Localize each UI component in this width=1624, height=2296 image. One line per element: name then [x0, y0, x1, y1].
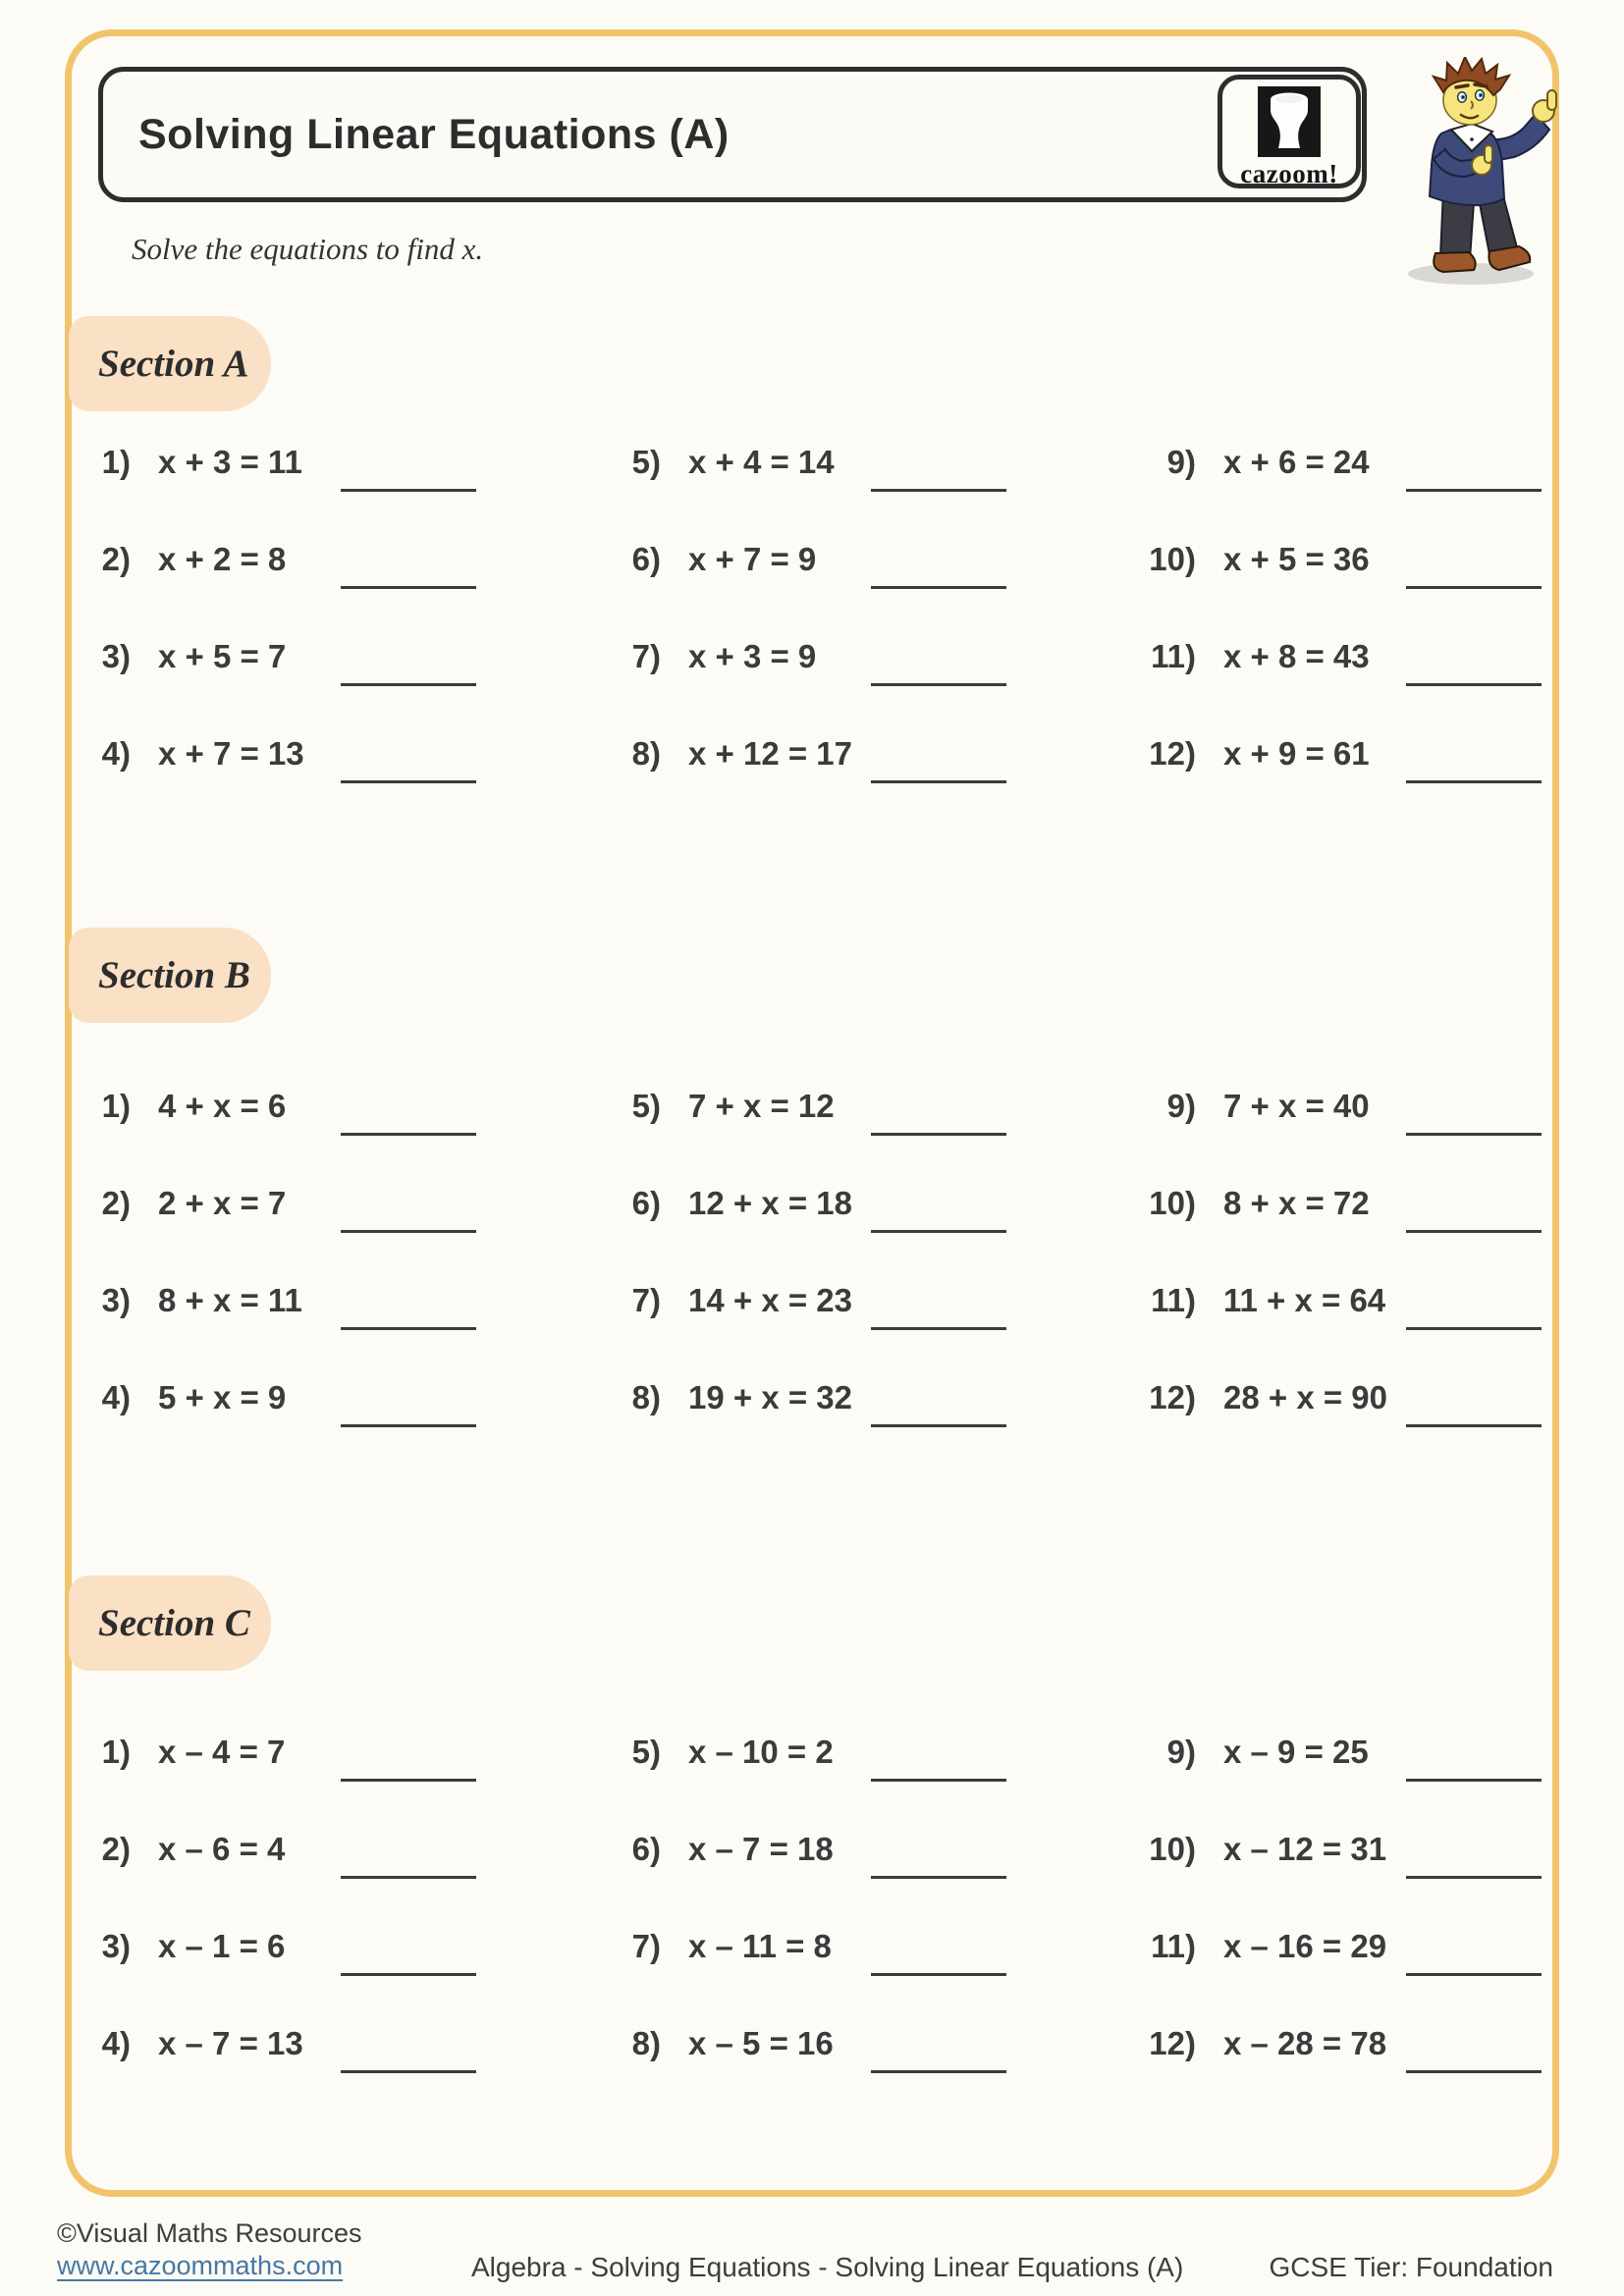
- answer-blank: [1406, 683, 1542, 686]
- answer-blank: [341, 1133, 476, 1136]
- answer-blank: [871, 489, 1006, 492]
- answer-blank: [341, 1424, 476, 1427]
- equation-row: [614, 638, 1075, 735]
- equation-text: 14 + x = 23: [688, 1282, 852, 1318]
- answer-blank: [341, 1327, 476, 1330]
- equation-text: x + 8 = 43: [1223, 638, 1370, 674]
- question-number: 11): [1151, 1282, 1196, 1318]
- equation-text: x – 10 = 2: [688, 1734, 834, 1770]
- question-number: 4): [101, 735, 131, 772]
- cazoom-logo-text: cazoom!: [1240, 159, 1338, 188]
- equation-text: x – 7 = 13: [158, 2025, 303, 2061]
- mascot-boy-illustration: [1379, 57, 1581, 293]
- question-number: 9): [1166, 1734, 1196, 1770]
- question-number: 8): [631, 1379, 661, 1415]
- equation-row: [83, 541, 545, 638]
- equation-row: [83, 2025, 545, 2122]
- question-number: 1): [101, 1088, 131, 1124]
- footer-website-link[interactable]: www.cazoommaths.com: [57, 2251, 344, 2280]
- cazoom-logo: [1218, 75, 1361, 188]
- answer-blank: [341, 2070, 476, 2073]
- equation-row: [83, 444, 545, 541]
- equation-text: 11 + x = 64: [1223, 1282, 1386, 1318]
- equation-text: 19 + x = 32: [688, 1379, 852, 1415]
- equation-row: [614, 1734, 1075, 1831]
- footer-breadcrumb: Algebra - Solving Equations - Solving Linear Equations (A): [471, 2252, 1184, 2282]
- answer-blank: [1406, 780, 1542, 783]
- question-number: 11): [1151, 638, 1196, 674]
- equation-row: [1149, 541, 1610, 638]
- equation-row: [1149, 735, 1610, 832]
- answer-blank: [871, 1133, 1006, 1136]
- equation-row: [83, 1282, 545, 1379]
- equation-row: [1149, 1831, 1610, 1928]
- answer-blank: [341, 780, 476, 783]
- equation-row: [1149, 444, 1610, 541]
- equation-text: x + 3 = 11: [158, 444, 302, 480]
- equation-row: [1149, 1185, 1610, 1282]
- equation-text: 5 + x = 9: [158, 1379, 287, 1415]
- answer-blank: [871, 2070, 1006, 2073]
- equation-row: [614, 541, 1075, 638]
- equation-row: [614, 1282, 1075, 1379]
- equation-text: x – 7 = 18: [688, 1831, 834, 1867]
- answer-blank: [871, 1973, 1006, 1976]
- answer-blank: [341, 489, 476, 492]
- equation-text: x – 4 = 7: [158, 1734, 286, 1770]
- section-header-b: [69, 928, 271, 1023]
- section-header-c: [69, 1575, 271, 1671]
- question-number: 5): [631, 1734, 661, 1770]
- footer-copyright: ©Visual Maths Resources: [57, 2218, 362, 2248]
- equation-row: [614, 735, 1075, 832]
- equation-text: x + 7 = 13: [158, 735, 304, 772]
- answer-blank: [1406, 2070, 1542, 2073]
- answer-blank: [1406, 1973, 1542, 1976]
- answer-blank: [1406, 1424, 1542, 1427]
- worksheet-title-box: [98, 67, 1367, 202]
- question-number: 5): [631, 1088, 661, 1124]
- answer-blank: [871, 1230, 1006, 1233]
- section-label: Section A: [98, 343, 249, 385]
- equation-row: [614, 444, 1075, 541]
- answer-blank: [871, 1327, 1006, 1330]
- equation-text: x + 5 = 7: [158, 638, 287, 674]
- question-number: 12): [1149, 1379, 1196, 1415]
- equation-text: 7 + x = 12: [688, 1088, 835, 1124]
- answer-blank: [341, 1973, 476, 1976]
- equation-row: [1149, 1379, 1610, 1476]
- question-number: 6): [631, 541, 661, 577]
- equation-row: [83, 1088, 545, 1185]
- question-number: 6): [631, 1831, 661, 1867]
- equation-row: [1149, 638, 1610, 735]
- equation-text: 8 + x = 11: [158, 1282, 302, 1318]
- equation-text: x – 12 = 31: [1223, 1831, 1387, 1867]
- equation-text: x – 5 = 16: [688, 2025, 834, 2061]
- equation-text: x + 6 = 24: [1223, 444, 1370, 480]
- answer-blank: [341, 1230, 476, 1233]
- equation-text: x + 9 = 61: [1223, 735, 1370, 772]
- section-header-a: [69, 316, 271, 411]
- equation-row: [1149, 1088, 1610, 1185]
- equation-text: x – 1 = 6: [158, 1928, 286, 1964]
- equation-row: [83, 1831, 545, 1928]
- question-number: 2): [101, 1831, 131, 1867]
- answer-blank: [341, 1779, 476, 1782]
- question-number: 9): [1166, 444, 1196, 480]
- answer-blank: [871, 683, 1006, 686]
- answer-blank: [341, 683, 476, 686]
- equation-row: [614, 1928, 1075, 2025]
- answer-blank: [1406, 1876, 1542, 1879]
- equation-row: [1149, 1928, 1610, 2025]
- equation-text: x – 28 = 78: [1223, 2025, 1387, 2061]
- equation-text: 7 + x = 40: [1223, 1088, 1370, 1124]
- answer-blank: [341, 1876, 476, 1879]
- question-number: 7): [631, 1928, 661, 1964]
- question-number: 10): [1149, 541, 1196, 577]
- answer-blank: [871, 1424, 1006, 1427]
- question-number: 12): [1149, 735, 1196, 772]
- instruction-text: Solve the equations to find x.: [132, 232, 484, 266]
- question-number: 3): [101, 1928, 131, 1964]
- equation-text: x + 5 = 36: [1223, 541, 1370, 577]
- section-label: Section C: [98, 1602, 250, 1644]
- equation-row: [1149, 2025, 1610, 2122]
- equation-text: 2 + x = 7: [158, 1185, 287, 1221]
- equation-row: [614, 2025, 1075, 2122]
- equation-row: [614, 1379, 1075, 1476]
- equation-text: 28 + x = 90: [1223, 1379, 1387, 1415]
- equation-text: x + 4 = 14: [688, 444, 835, 480]
- equation-row: [83, 638, 545, 735]
- equation-row: [83, 735, 545, 832]
- question-number: 8): [631, 735, 661, 772]
- footer-tier: GCSE Tier: Foundation: [1269, 2252, 1553, 2282]
- question-number: 2): [101, 1185, 131, 1221]
- question-number: 8): [631, 2025, 661, 2061]
- answer-blank: [1406, 1779, 1542, 1782]
- question-number: 3): [101, 638, 131, 674]
- equation-text: 8 + x = 72: [1223, 1185, 1370, 1221]
- equation-row: [614, 1088, 1075, 1185]
- question-number: 2): [101, 541, 131, 577]
- answer-blank: [1406, 586, 1542, 589]
- equation-row: [1149, 1282, 1610, 1379]
- question-number: 6): [631, 1185, 661, 1221]
- question-number: 7): [631, 638, 661, 674]
- question-number: 9): [1166, 1088, 1196, 1124]
- equation-text: x – 16 = 29: [1223, 1928, 1387, 1964]
- answer-blank: [341, 586, 476, 589]
- question-number: 4): [101, 2025, 131, 2061]
- equation-row: [83, 1928, 545, 2025]
- equation-row: [614, 1185, 1075, 1282]
- equation-text: 4 + x = 6: [158, 1088, 287, 1124]
- question-number: 7): [631, 1282, 661, 1318]
- answer-blank: [871, 1876, 1006, 1879]
- equation-text: 12 + x = 18: [688, 1185, 852, 1221]
- answer-blank: [1406, 1230, 1542, 1233]
- answer-blank: [1406, 489, 1542, 492]
- equation-row: [83, 1185, 545, 1282]
- question-number: 10): [1149, 1185, 1196, 1221]
- equation-row: [614, 1831, 1075, 1928]
- equation-text: x + 3 = 9: [688, 638, 817, 674]
- equation-row: [83, 1734, 545, 1831]
- question-number: 4): [101, 1379, 131, 1415]
- equation-row: [1149, 1734, 1610, 1831]
- question-number: 5): [631, 444, 661, 480]
- answer-blank: [871, 1779, 1006, 1782]
- page-title: Solving Linear Equations (A): [138, 111, 730, 158]
- answer-blank: [1406, 1133, 1542, 1136]
- equation-row: [83, 1379, 545, 1476]
- equation-text: x + 12 = 17: [688, 735, 852, 772]
- equation-text: x + 7 = 9: [688, 541, 817, 577]
- answer-blank: [871, 586, 1006, 589]
- section-label: Section B: [98, 954, 250, 996]
- question-number: 11): [1151, 1928, 1196, 1964]
- answer-blank: [1406, 1327, 1542, 1330]
- equation-text: x – 11 = 8: [688, 1928, 832, 1964]
- answer-blank: [871, 780, 1006, 783]
- question-number: 3): [101, 1282, 131, 1318]
- question-number: 1): [101, 444, 131, 480]
- question-number: 1): [101, 1734, 131, 1770]
- question-number: 12): [1149, 2025, 1196, 2061]
- equation-text: x + 2 = 8: [158, 541, 287, 577]
- equation-text: x – 6 = 4: [158, 1831, 286, 1867]
- equation-text: x – 9 = 25: [1223, 1734, 1369, 1770]
- question-number: 10): [1149, 1831, 1196, 1867]
